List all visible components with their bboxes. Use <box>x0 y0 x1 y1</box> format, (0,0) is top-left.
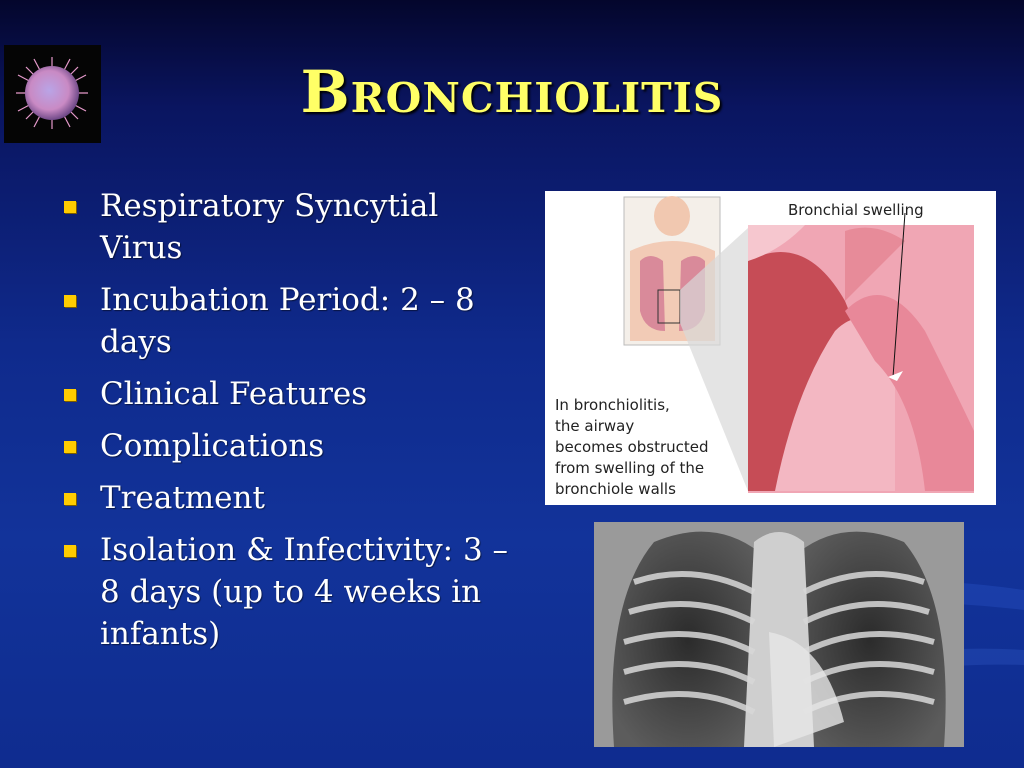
bullet-item <box>62 477 522 519</box>
chest-xray-image <box>594 522 964 747</box>
bullet-item <box>62 529 522 655</box>
bullet-list <box>62 185 522 665</box>
diagram-label: Bronchial swelling <box>788 201 924 219</box>
bullet-square-icon <box>64 441 76 453</box>
bullet-item <box>62 373 522 415</box>
bullet-square-icon <box>64 545 76 557</box>
bullet-square-icon <box>64 201 76 213</box>
bullet-text: Clinical Features <box>100 376 368 412</box>
bullet-text: Treatment <box>100 480 265 516</box>
bullet-item <box>62 279 522 363</box>
bullet-square-icon <box>64 493 76 505</box>
bullet-item <box>62 425 522 467</box>
diagram-caption: In bronchiolitis, the airway becomes obstructed from swelling of the bronchiole walls <box>555 396 709 498</box>
bullet-square-icon <box>64 389 76 401</box>
bullet-text: Respiratory Syncytial Virus <box>100 188 439 266</box>
slide-title: Bronchiolitis <box>300 58 724 126</box>
bullet-text: Incubation Period: 2 – 8 days <box>100 282 475 360</box>
bullet-text: Isolation & Infectivity: 3 – 8 days (up to 4 weeks in infants) <box>100 532 509 652</box>
bullet-text: Complications <box>100 428 325 464</box>
airway-diagram-image <box>545 191 996 505</box>
bullet-square-icon <box>64 295 76 307</box>
bullet-item <box>62 185 522 269</box>
